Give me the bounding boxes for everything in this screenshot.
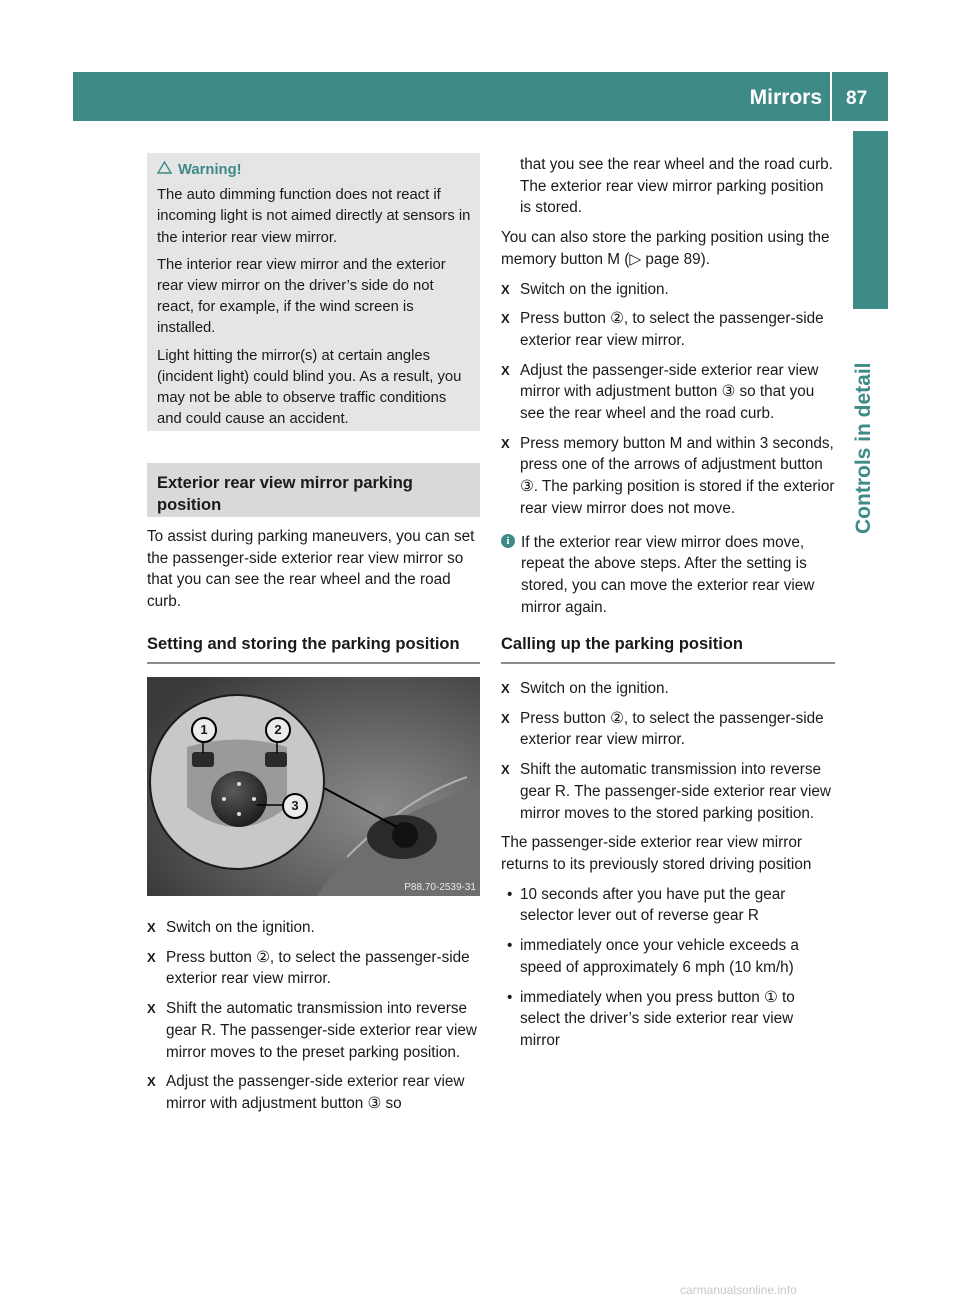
subheading-calling: Calling up the parking position <box>501 634 835 664</box>
bullet-icon: • <box>507 988 513 1006</box>
step-arrow-icon: X <box>501 281 510 297</box>
info-icon: i <box>501 534 515 548</box>
subheading-setting: Setting and storing the parking position <box>147 634 480 664</box>
info-note: i If the exterior rear view mirror does move, repeat the above steps. After the setting is stored, you can move the exterior rear view mirror again. <box>501 532 835 619</box>
step-item: X Switch on the ignition. <box>501 279 835 301</box>
return-text: The passenger-side exterior rear view mirror returns to its previously stored driving position <box>501 834 812 873</box>
step-item: X Switch on the ignition. <box>501 678 835 700</box>
warning-heading: Warning! <box>157 160 473 181</box>
section-title: Mirrors <box>749 86 822 109</box>
bullet-item: • 10 seconds after you have put the gear selector lever out of reverse gear R <box>507 885 786 925</box>
bullet-item: • immediately when you press button ① to select the driver’s side exterior rear view mirror <box>507 988 795 1049</box>
step-arrow-icon: X <box>147 1001 156 1017</box>
step-arrow-icon: X <box>501 762 510 778</box>
header-separator <box>830 72 832 121</box>
memory-note: You can also store the parking position using the memory button M (▷ page 89). <box>501 229 830 268</box>
image-caption: P88.70-2539-31 <box>404 882 476 893</box>
continuation-text: that you see the rear wheel and the road curb. The exterior rear view mirror parking position is stored. <box>520 156 833 217</box>
step-item: X Press button ②, to select the passenger-side exterior rear view mirror. <box>501 709 824 749</box>
bullet-item: • immediately once your vehicle exceeds a speed of approximately 6 mph (10 km/h) <box>507 937 799 976</box>
chapter-label: Controls in detail <box>852 362 875 534</box>
step-arrow-icon: X <box>501 362 510 378</box>
warning-paragraph: The auto dimming function does not react if incoming light is not aimed directly at sensors in the interior rear view mirror. <box>157 187 471 246</box>
bullet-icon: • <box>507 885 513 903</box>
step-item: X Adjust the passenger-side exterior rear view mirror with adjustment button ③ so that you see the rear wheel and the road curb. <box>501 361 819 423</box>
step-item: X Shift the automatic transmission into reverse gear R. The passenger-side exterior rear view mirror moves to the stored parking position. <box>501 761 831 822</box>
step-arrow-icon: X <box>501 710 510 726</box>
page-number: 87 <box>846 88 868 109</box>
step-arrow-icon: X <box>501 311 510 327</box>
bullet-icon: • <box>507 937 513 955</box>
section-heading: Exterior rear view mirror parking position <box>157 474 413 514</box>
warning-paragraph: Light hitting the mirror(s) at certain angles (incident light) could blind you. As a result, you may not be able to observe traffic conditions and could cause an accident. <box>157 347 462 428</box>
section-heading-box <box>147 463 480 517</box>
callout-2: 2 <box>265 717 291 743</box>
step-item: X Switch on the ignition. <box>147 917 480 939</box>
callout-3: 3 <box>282 793 308 819</box>
step-arrow-icon: X <box>147 920 156 935</box>
step-item: X Adjust the passenger-side exterior rear view mirror with adjustment button ③ so <box>147 1073 465 1112</box>
footer-watermark: carmanualsonline.info <box>680 1283 797 1297</box>
warning-box <box>147 153 480 431</box>
intro-text: To assist during parking maneuvers, you can set the passenger-side exterior rear view mirror so that you can see the rear wheel and the road curb. <box>147 528 475 611</box>
step-item: X Press memory button M and within 3 seconds, press one of the arrows of adjustment button ③. The parking position is stored if the exterior rear view mirror does not move. <box>501 434 835 517</box>
right-column <box>501 154 835 1060</box>
step-arrow-icon: X <box>501 435 510 451</box>
callout-1: 1 <box>191 717 217 743</box>
step-item: X Press button ②, to select the passenger-side exterior rear view mirror. <box>147 948 470 988</box>
step-item: X Press button ②, to select the passenger-side exterior rear view mirror. <box>501 310 824 349</box>
warning-paragraph: The interior rear view mirror and the exterior rear view mirror on the driver’s side do not react, for example, if the wind screen is installed. <box>157 256 446 337</box>
warning-triangle-icon <box>157 160 172 181</box>
mirror-control-photo <box>147 677 480 896</box>
left-steps <box>147 917 480 1123</box>
step-arrow-icon: X <box>501 681 510 697</box>
step-item: X Shift the automatic transmission into reverse gear R. The passenger-side exterior rear view mirror moves to the preset parking position. <box>147 1000 477 1061</box>
step-arrow-icon: X <box>147 1074 156 1090</box>
step-arrow-icon: X <box>147 949 156 965</box>
